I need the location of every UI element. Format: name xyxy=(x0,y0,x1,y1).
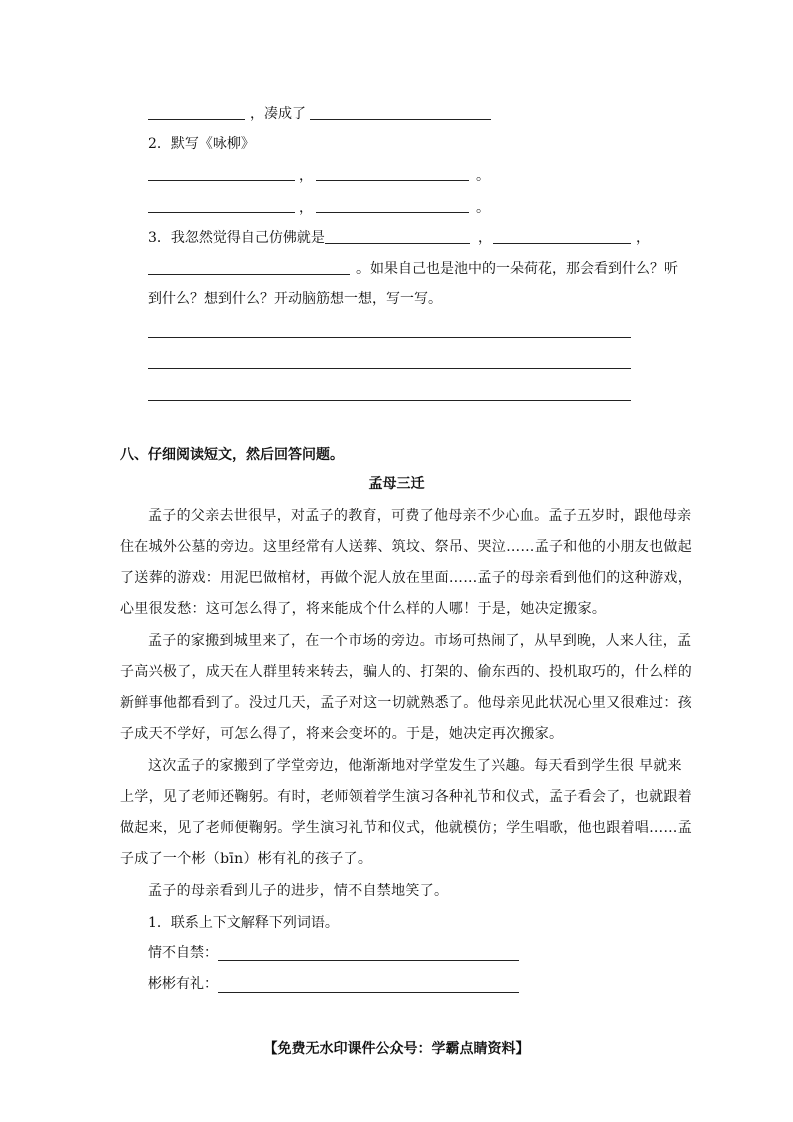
blank-line[interactable] xyxy=(148,212,295,213)
story-line: 这次孟子的家搬到了学堂旁边，他渐渐地对学堂发生了兴趣。每天看到学生很 早就来 xyxy=(148,758,682,774)
answer-line[interactable] xyxy=(218,992,519,993)
story-line: 孟子的母亲看到儿子的进步，情不自禁地笑了。 xyxy=(148,883,449,899)
question-3-lead: 3．我忽然觉得自己仿佛就是 xyxy=(148,230,325,246)
story-line: 做起来，见了老师便鞠躬。学生演习礼节和仪式，他就模仿；学生唱歌，他也跟着唱……孟 xyxy=(120,820,692,836)
question-3-continuation: 。如果自己也是池中的一朵荷花，那会看到什么？听 xyxy=(356,261,678,277)
story-line: 孟子的父亲去世很早，对孟子的教育，可费了他母亲不少心血。孟子五岁时，跟他母亲 xyxy=(148,508,692,524)
blank-line[interactable] xyxy=(310,119,491,120)
question-2-title: 2．默写《咏柳》 xyxy=(148,136,255,152)
answer-line[interactable] xyxy=(218,960,519,961)
separator: 。 xyxy=(476,168,490,184)
question-3-continuation-2: 到什么？想到什么？开动脑筋想一想，写一写。 xyxy=(148,291,442,307)
blank-line[interactable] xyxy=(316,212,469,213)
answer-line[interactable] xyxy=(148,400,631,401)
story-line: 了送葬的游戏：用泥巴做棺材，再做个泥人放在里面……孟子的母亲看到他们的这种游戏， xyxy=(120,570,692,586)
story-line: 子成天不学好，可怎么得了，将来会变坏的。于是，她决定再次搬家。 xyxy=(120,726,564,742)
blank-line[interactable] xyxy=(493,243,631,244)
blank-line[interactable] xyxy=(148,180,295,181)
separator: ， xyxy=(299,168,313,184)
question-1-title: 1．联系上下文解释下列词语。 xyxy=(148,915,339,931)
blank-line[interactable] xyxy=(316,180,469,181)
answer-line[interactable] xyxy=(148,337,631,338)
fill-text: ，凑成了 xyxy=(250,106,306,122)
story-line: 心里很发愁：这可怎么得了，将来能成个什么样的人哪！于是，她决定搬家。 xyxy=(120,601,607,617)
answer-line[interactable] xyxy=(148,368,631,369)
separator: 。 xyxy=(476,200,490,216)
term-label: 情不自禁： xyxy=(148,945,218,961)
blank-line[interactable] xyxy=(148,274,350,275)
separator: ， xyxy=(299,200,313,216)
separator: ， xyxy=(636,230,650,246)
blank-line[interactable] xyxy=(325,243,470,244)
story-line: 孟子的家搬到城里来了，在一个市场的旁边。市场可热闹了，从早到晚，人来人往，孟 xyxy=(148,633,692,649)
story-line: 子成了一个彬（bīn）彬有礼的孩子了。 xyxy=(120,851,373,867)
story-line: 住在城外公墓的旁边。这里经常有人送葬、筑坟、祭吊、哭泣……孟子和他的小朋友也做起 xyxy=(120,539,692,555)
story-line: 上学，见了老师还鞠躬。有时，老师领着学生演习各种礼节和仪式，孟子看会了，也就跟着 xyxy=(120,789,692,805)
story-line: 新鲜事他都看到了。没过几天，孟子对这一切就熟悉了。他母亲见此状况心里又很难过：孩 xyxy=(120,695,692,711)
story-title: 孟母三迁 xyxy=(368,476,425,492)
story-line: 子高兴极了，成天在人群里转来转去，骗人的、打架的、偷东西的、投机取巧的，什么样的 xyxy=(120,664,692,680)
blank-line[interactable] xyxy=(148,119,245,120)
term-label: 彬彬有礼： xyxy=(148,976,218,992)
separator: ， xyxy=(478,230,492,246)
footer-text: 【免费无水印课件公众号：学霸点睛资料】 xyxy=(263,1041,530,1057)
section-heading: 八、仔细阅读短文，然后回答问题。 xyxy=(120,447,344,463)
